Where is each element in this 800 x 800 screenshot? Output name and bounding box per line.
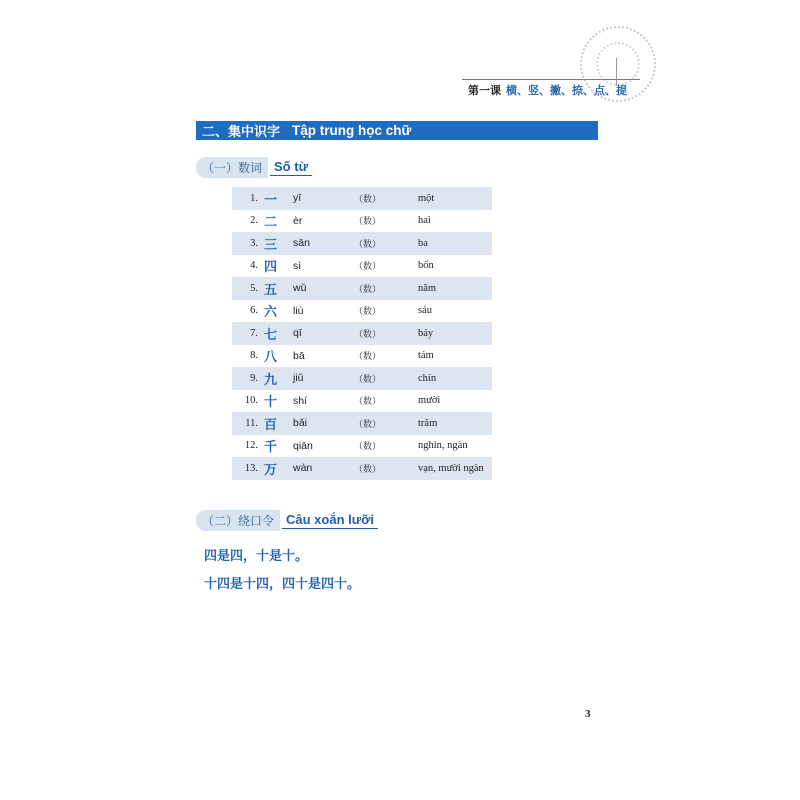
vocab-pos: （数）: [354, 307, 382, 318]
vocab-pinyin: shí: [293, 394, 308, 407]
vocab-index: 2.: [250, 215, 258, 227]
tongue-twister-line-1: 四是四，十是十。: [204, 549, 309, 564]
vocab-pinyin: qiān: [293, 439, 313, 452]
vocab-meaning: mười: [418, 395, 441, 407]
vocab-index: 6.: [250, 305, 258, 317]
vocab-pinyin: bā: [293, 349, 305, 362]
page-number: 3: [585, 708, 591, 720]
vocab-pos: （数）: [354, 194, 382, 205]
vocab-index: 12.: [244, 440, 258, 452]
vocab-hanzi: 三: [264, 237, 278, 253]
vocab-pos: （数）: [354, 419, 382, 430]
vocab-pos: （数）: [354, 352, 382, 363]
vocab-row: [232, 187, 492, 210]
vocab-hanzi: 百: [264, 417, 278, 433]
vocab-meaning: bốn: [418, 260, 434, 272]
vocab-pos: （数）: [354, 217, 382, 228]
lesson-number: 第一课: [468, 84, 501, 97]
vocab-meaning: một: [418, 192, 435, 204]
vocab-pinyin: wàn: [293, 462, 313, 475]
header-rule: [462, 79, 640, 80]
vocab-row: [232, 367, 492, 390]
vocab-row: [232, 300, 492, 323]
vocab-meaning: trăm: [418, 417, 438, 429]
vocab-row: [232, 345, 492, 368]
vocab-hanzi: 千: [264, 440, 278, 456]
vocab-pos: （数）: [354, 397, 382, 408]
lesson-header: [468, 82, 627, 98]
vocab-meaning: ba: [418, 237, 428, 249]
subsection-title-vi: Câu xoắn lưỡi: [282, 512, 378, 529]
vocab-pos: （数）: [354, 284, 382, 295]
subsection-tag: （二）绕口令: [196, 510, 280, 531]
vocab-meaning: vạn, mười ngàn: [418, 462, 484, 474]
vocab-pinyin: bǎi: [293, 417, 308, 430]
vocab-pos: （数）: [354, 329, 382, 340]
vocab-pos: （数）: [354, 464, 382, 475]
vocab-index: 7.: [250, 327, 258, 339]
vocab-index: 10.: [244, 395, 258, 407]
vocab-hanzi: 一: [264, 192, 278, 208]
vocab-meaning: tám: [418, 350, 434, 362]
section-banner: [196, 121, 598, 140]
subsection-numerals: [196, 157, 312, 178]
vocab-hanzi: 四: [264, 260, 278, 276]
vocab-row: [232, 390, 492, 413]
vocab-row: [232, 322, 492, 345]
tongue-twister-line-2: 十四是十四，四十是四十。: [204, 577, 361, 592]
vocab-meaning: năm: [418, 282, 437, 294]
vocab-row: [232, 255, 492, 278]
section-title-vi: Tập trung học chữ: [292, 123, 412, 138]
vocab-index: 5.: [250, 282, 258, 294]
vocab-hanzi: 二: [264, 215, 278, 231]
vocab-pinyin: liù: [293, 304, 304, 317]
vocab-hanzi: 六: [264, 305, 278, 321]
vocab-pinyin: sì: [293, 259, 302, 272]
section-title-cn: 二、集中识字: [202, 125, 281, 140]
vocab-pinyin: èr: [293, 214, 303, 227]
vocab-hanzi: 万: [264, 462, 278, 478]
lesson-title: 横、竖、撇、捺、点、提: [506, 84, 627, 97]
vocab-hanzi: 十: [264, 395, 278, 411]
vocab-pinyin: sān: [293, 237, 310, 250]
vocab-row: [232, 457, 492, 480]
subsection-tag: （一）数词: [196, 157, 268, 178]
vocab-pinyin: wǔ: [293, 282, 307, 295]
vocab-meaning: chín: [418, 372, 437, 384]
vocab-index: 13.: [244, 462, 258, 474]
vocab-index: 9.: [250, 372, 258, 384]
vocab-row: [232, 277, 492, 300]
vocab-hanzi: 九: [264, 372, 278, 388]
vocab-meaning: sáu: [418, 305, 432, 317]
vocab-index: 11.: [245, 417, 258, 429]
vocab-row: [232, 435, 492, 458]
vocab-index: 4.: [250, 260, 258, 272]
subsection-tongue-twister: [196, 510, 378, 531]
vocab-row: [232, 412, 492, 435]
vocab-row: [232, 232, 492, 255]
vocab-meaning: nghìn, ngàn: [418, 440, 468, 452]
vocab-pos: （数）: [354, 374, 382, 385]
vocab-pos: （数）: [354, 262, 382, 273]
vocab-meaning: bảy: [418, 327, 434, 339]
vocab-meaning: hai: [418, 215, 431, 227]
vocab-index: 3.: [250, 237, 258, 249]
vocab-index: 1.: [250, 192, 258, 204]
vocab-index: 8.: [250, 350, 258, 362]
vocab-pos: （数）: [354, 239, 382, 250]
vocab-pinyin: qī: [293, 327, 302, 340]
vocab-table: [232, 187, 492, 480]
vocab-hanzi: 五: [264, 282, 278, 298]
vocab-pos: （数）: [354, 442, 382, 453]
vocab-row: [232, 210, 492, 233]
vocab-hanzi: 八: [264, 350, 278, 366]
vocab-pinyin: yī: [293, 192, 302, 205]
subsection-title-vi: Số từ: [270, 159, 312, 176]
vocab-hanzi: 七: [264, 327, 278, 343]
vocab-pinyin: jiǔ: [293, 372, 304, 385]
